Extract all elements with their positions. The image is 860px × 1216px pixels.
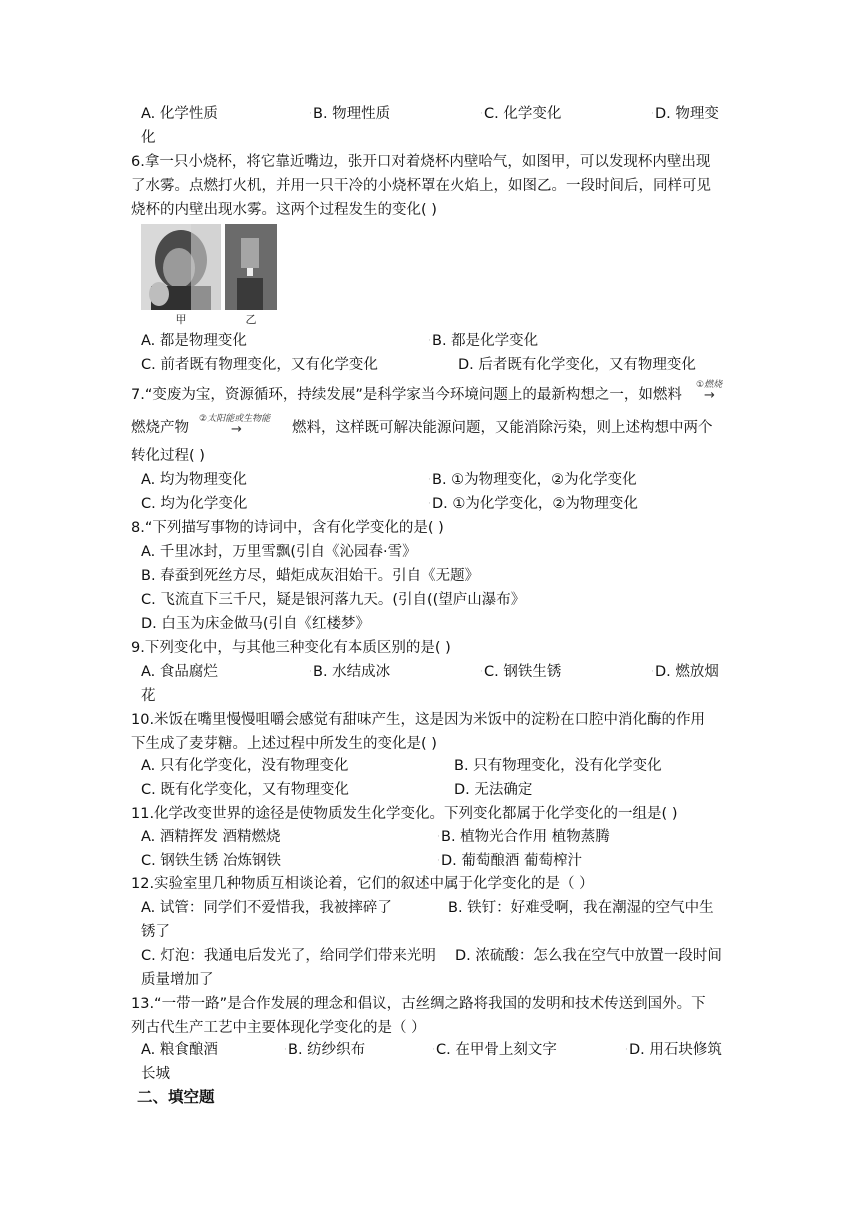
q9-option-c-text: C. 钢铁生锈: [484, 664, 562, 680]
option-separator: ·: [428, 336, 431, 346]
q7-arrow-1: [696, 380, 722, 402]
q12-option-b: B. 铁钉：好难受啊，我在潮湿的空气中生: [448, 900, 714, 916]
q7-stem-line1: 7.“变废为宝，资源循环，持续发展”是科学家当今环境问题上的最新构想之一，如燃料: [131, 387, 682, 403]
q8-stem: 8.“下列描写事物的诗词中，含有化学变化的是( ): [131, 520, 444, 536]
q7-option-b: [428, 470, 637, 490]
q10-option-c: C. 既有化学变化，又有物理变化: [141, 782, 349, 798]
q5-option-d-continuation: 化: [141, 130, 156, 146]
q12-option-d: D. 浓硫酸：怎么我在空气中放置一段时间: [455, 948, 722, 964]
q11-option-d: [437, 851, 582, 871]
right-arrow-icon: →: [231, 422, 242, 437]
q10-stem-line1: 10.米饭在嘴里慢慢咀嚼会感觉有甜味产生，这是因为米饭中的淀粉在口腔中消化酶的作用: [131, 712, 706, 728]
q7-stem-line2a: 燃烧产物: [131, 420, 189, 436]
q11-option-a: A. 酒精挥发 酒精燃烧: [141, 829, 281, 845]
q6-option-a: A. 都是物理变化: [141, 333, 247, 349]
q11-option-c: C. 钢铁生锈 冶炼钢铁: [141, 853, 281, 869]
option-separator: ·: [437, 856, 440, 866]
q10-option-d: D. 无法确定: [454, 782, 533, 798]
q5-option-d: [651, 104, 719, 124]
q5-option-a: A. 化学性质: [141, 106, 218, 122]
figure-jia-label: 甲: [175, 313, 187, 326]
q9-option-d-text: D. 燃放烟: [655, 664, 719, 680]
q6-option-d: D. 后者既有化学变化，又有物理变化: [458, 357, 696, 373]
q12-stem: 12.实验室里几种物质互相谈论着，它们的叙述中属于化学变化的是（ ）: [131, 876, 594, 892]
option-separator: ·: [309, 667, 312, 677]
q7-stem-line3: 转化过程( ): [131, 448, 205, 464]
q13-option-b: [284, 1040, 365, 1060]
option-separator: ·: [625, 1045, 628, 1055]
q7-arrow-1-condition: ①燃烧: [696, 380, 723, 390]
q7-arrow-2: [199, 414, 270, 436]
option-separator: ·: [428, 475, 431, 485]
q12-option-b-continuation: 锈了: [141, 924, 170, 940]
q9-option-a: A. 食品腐烂: [141, 664, 218, 680]
q6-option-b-text: B. 都是化学变化: [432, 333, 539, 349]
q8-option-a: A. 千里冰封，万里雪飘(引自《沁园春·雪》: [141, 544, 417, 560]
q13-option-d: [625, 1040, 722, 1060]
q5-option-b-text: B. 物理性质: [313, 106, 391, 122]
q7-stem-line2b: 燃料，这样既可解决能源问题，又能消除污染，则上述构想中两个: [292, 420, 713, 436]
q7-option-b-text: B. ①为物理变化，②为化学变化: [432, 472, 637, 488]
q6-stem-line2: 了水雾。点燃打火机，并用一只干冷的小烧杯罩在火焰上，如图乙。一段时间后，同样可见: [131, 178, 711, 194]
option-separator: ·: [480, 667, 483, 677]
q7-option-d-text: D. ①为化学变化，②为物理变化: [432, 496, 638, 512]
q6-figure: [141, 224, 279, 326]
q13-option-d-continuation: 长城: [141, 1066, 170, 1082]
q5-option-c: [480, 104, 561, 124]
option-separator: ·: [651, 109, 654, 119]
q10-option-a: A. 只有化学变化，没有物理变化: [141, 758, 349, 774]
q13-stem-line1: 13.“一带一路”是合作发展的理念和倡议，古丝绸之路将我国的发明和技术传送到国外。下: [131, 996, 706, 1012]
q5-option-c-text: C. 化学变化: [484, 106, 562, 122]
figure-jia-photo: [141, 224, 221, 310]
q13-option-a: A. 粮食酿酒: [141, 1042, 218, 1058]
q12-option-c: C. 灯泡：我通电后发光了，给同学们带来光明: [141, 948, 436, 964]
q9-option-b: [309, 662, 390, 682]
q13-stem-line2: 列古代生产工艺中主要体现化学变化的是（ ）: [131, 1020, 426, 1036]
q7-option-d: [428, 494, 638, 514]
q11-option-d-text: D. 葡萄酿酒 葡萄榨汁: [441, 853, 582, 869]
q7-option-a: A. 均为物理变化: [141, 472, 247, 488]
q7-option-c: C. 均为化学变化: [141, 496, 248, 512]
option-separator: ·: [309, 109, 312, 119]
q9-option-d: [651, 662, 719, 682]
section-heading-fill-in: 二、填空题: [137, 1088, 215, 1106]
q11-stem: 11.化学改变世界的途径是使物质发生化学变化。下列变化都属于化学变化的一组是( ): [131, 806, 678, 822]
q5-option-b: [309, 104, 390, 124]
q12-option-a: A. 试管：同学们不爱惜我，我被摔碎了: [141, 900, 392, 916]
right-arrow-icon: →: [704, 388, 715, 403]
q6-stem-line3: 烧杯的内壁出现水雾。这两个过程发生的变化( ): [131, 202, 437, 218]
option-separator: ·: [428, 499, 431, 509]
q5-option-d-text: D. 物理变: [655, 106, 719, 122]
q10-stem-line2: 下生成了麦芽糖。上述过程中所发生的变化是( ): [131, 736, 437, 752]
figure-yi-photo: [225, 224, 277, 310]
q11-option-b-text: B. 植物光合作用 植物蒸腾: [441, 829, 610, 845]
q9-option-d-continuation: 花: [141, 688, 156, 704]
option-separator: ·: [437, 832, 440, 842]
option-separator: ·: [651, 667, 654, 677]
option-separator: ·: [284, 1045, 287, 1055]
q9-option-c: [480, 662, 561, 682]
q13-option-d-text: D. 用石块修筑: [629, 1042, 722, 1058]
q8-option-d: D. 白玉为床金做马(引自《红楼梦》: [141, 616, 371, 632]
q7-arrow-2-condition: ②太阳能或生物能: [199, 414, 271, 424]
q13-option-c-text: C. 在甲骨上刻文字: [436, 1042, 557, 1058]
q12-option-d-continuation: 质量增加了: [141, 972, 214, 988]
q8-option-b: B. 春蚕到死丝方尽，蜡炬成灰泪始干。引自《无题》: [141, 568, 480, 584]
q9-stem: 9.下列变化中，与其他三种变化有本质区别的是( ): [131, 640, 451, 656]
option-separator: ·: [480, 109, 483, 119]
q6-option-b: [428, 331, 538, 351]
figure-yi-label: 乙: [245, 313, 257, 326]
q9-option-b-text: B. 水结成冰: [313, 664, 391, 680]
q6-stem-line1: 6.拿一只小烧杯，将它靠近嘴边，张开口对着烧杯内壁哈气，如图甲，可以发现杯内壁出现: [131, 154, 711, 170]
q11-option-b: [437, 827, 610, 847]
q13-option-b-text: B. 纺纱织布: [288, 1042, 366, 1058]
option-separator: ·: [432, 1045, 435, 1055]
q13-option-c: [432, 1040, 557, 1060]
q6-option-c: C. 前者既有物理变化，又有化学变化: [141, 357, 378, 373]
q8-option-c: C. 飞流直下三千尺，疑是银河落九天。(引自((望庐山瀑布》: [141, 592, 526, 608]
q10-option-b: B. 只有物理变化，没有化学变化: [454, 758, 662, 774]
